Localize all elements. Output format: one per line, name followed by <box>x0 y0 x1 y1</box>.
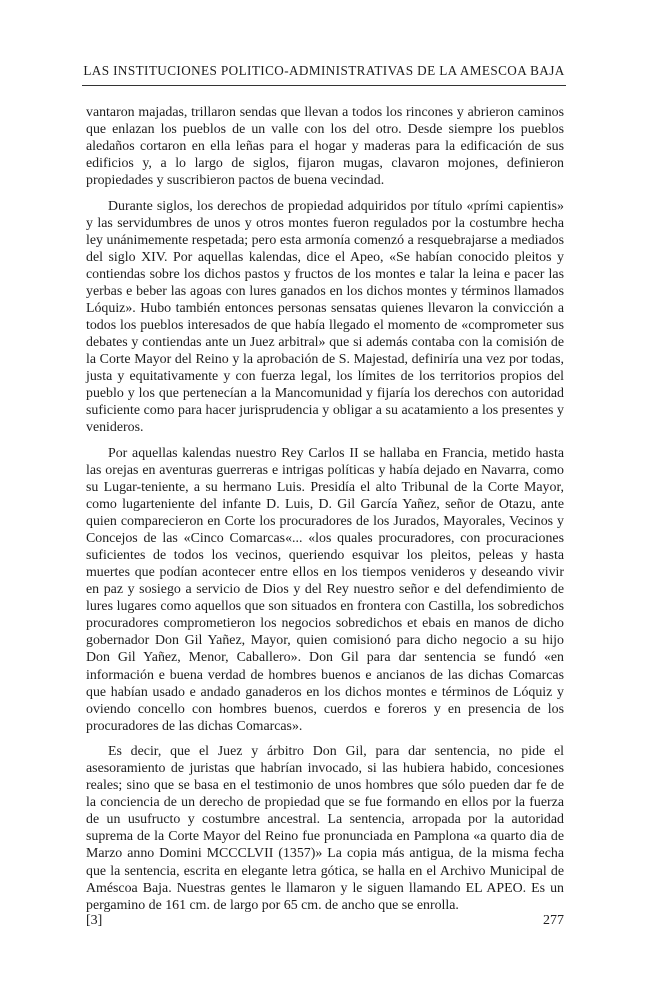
header-rule <box>82 85 566 86</box>
paragraph-2: Durante siglos, los derechos de propiedad adquiridos por título «prími capientis» y las servidumbres de unos y otros montes fueron regulados por la costumbre hecha ley unánimemente respetada; pero esta armonía comenzó a resquebrajarse a mediados del siglo XIV. Por aquellas kalendas, dice el Apeo, «Se habían conocido pleitos y contiendas sobre los dichos pastos y fructos de los montes e talar la leina e pacer las yerbas e beber las agoas con lures ganados en los dichos montes y términos llamados Lóquiz». Hubo también entonces personas sensatas quienes llevaron la convicción a todos los pueblos interesados de que había llegado el momento de «comprometer sus debates y contiendas ante un Juez arbitral» que si además contaba con la comisión de la Corte Mayor del Reino y la aprobación de S. Majestad, definiría una vez por todas, justa y equitativamente y con fuerza legal, los límites de los territorios propios del pueblo y los que pertenecían a la Mancomunidad y fijaría los derechos con autoridad suficiente como para hacer jurisprudencia y obligar a su acatamiento a los presentes y venideros. <box>86 198 564 436</box>
section-mark: [3] <box>86 913 103 928</box>
paragraph-4: Es decir, que el Juez y árbitro Don Gil, para dar sentencia, no pide el asesoramiento de juristas que habrían invocado, si las hubiera habido, concesiones reales; sino que se basa en el testimonio de unos hombres que sólo pueden dar fe de la conciencia de un derecho de propiedad que se fue formando en ellos por la fuerza de un usufructo y costumbre ancestral. La sentencia, arropada por la autoridad suprema de la Corte Mayor del Reino fue pronunciada en Pamplona «a quarto dia de Marzo anno Domini MCCCLVII (1357)» La copia más antigua, de la misma fecha que la sentencia, escrita en elegante letra gótica, se halla en el Archivo Municipal de Améscoa Baja. Nuestras gentes le llamaron y le siguen llamando EL APEO. Es un pergamino de 161 cm. de largo por 65 cm. de ancho que se enrolla. <box>86 744 564 913</box>
paragraph-1: vantaron majadas, trillaron sendas que llevan a todos los rincones y abrieron caminos que enlazan los pueblos de un valle con los del otro. Desde siempre los pueblos aledaños cortaron en ella leñas para el hogar y maderas para la edificación de sus edificios y, a lo largo de siglos, fijaron mugas, clavaron mojones, definieron propiedades y suscribieron pactos de buena vecindad. <box>86 105 564 189</box>
page-number: 277 <box>543 913 564 928</box>
running-title: LAS INSTITUCIONES POLITICO-ADMINISTRATIVAS DE LA AMESCOA BAJA <box>83 63 565 78</box>
paragraph-3: Por aquellas kalendas nuestro Rey Carlos II se hallaba en Francia, metido hasta las orejas en aventuras guerreras e intrigas políticas y había dejado en Navarra, como su Lugar-teniente, a su hermano Luis. Presidía el alto Tribunal de la Corte Mayor, como lugarteniente del infante D. Luis, D. Gil García Yañez, señor de Otazu, ante quien comparecieron en Corte los procuradores de los Jurados, Mayorales, Vecinos y Concejos de las «Cinco Comarcas«... «los quales procuradores, con procuraciones suficientes de todos los vecinos, queriendo esquivar los pleitos, peleas y hasta muertes que podían acontecer entre ellos en los tiempos venideros y deseando vivir en paz y sosiego a servicio de Dios y del Rey nuestro señor e del defendimiento de lures lugares como aquellos que son situados en frontera con Castilla, los sobredichos procuradores comprometieron los negocios sobredichos et ebais en manos de dicho gobernador Don Gil Yañez, Mayor, quien comisionó para dicho negocio a su hijo Don Gil Yañez, Menor, Caballero». Don Gil para dar sentencia se fundó «en información e buena verdad de hombres buenos e ancianos de las dichas Comarcas que habían usado e andado ganaderos en los dichos montes e términos de Lóquiz y oviendo concello con hombres buenos, cuerdos e foreros y en presencia de los procuradores de las dichas Comarcas». <box>86 445 564 734</box>
body-text <box>86 104 564 922</box>
